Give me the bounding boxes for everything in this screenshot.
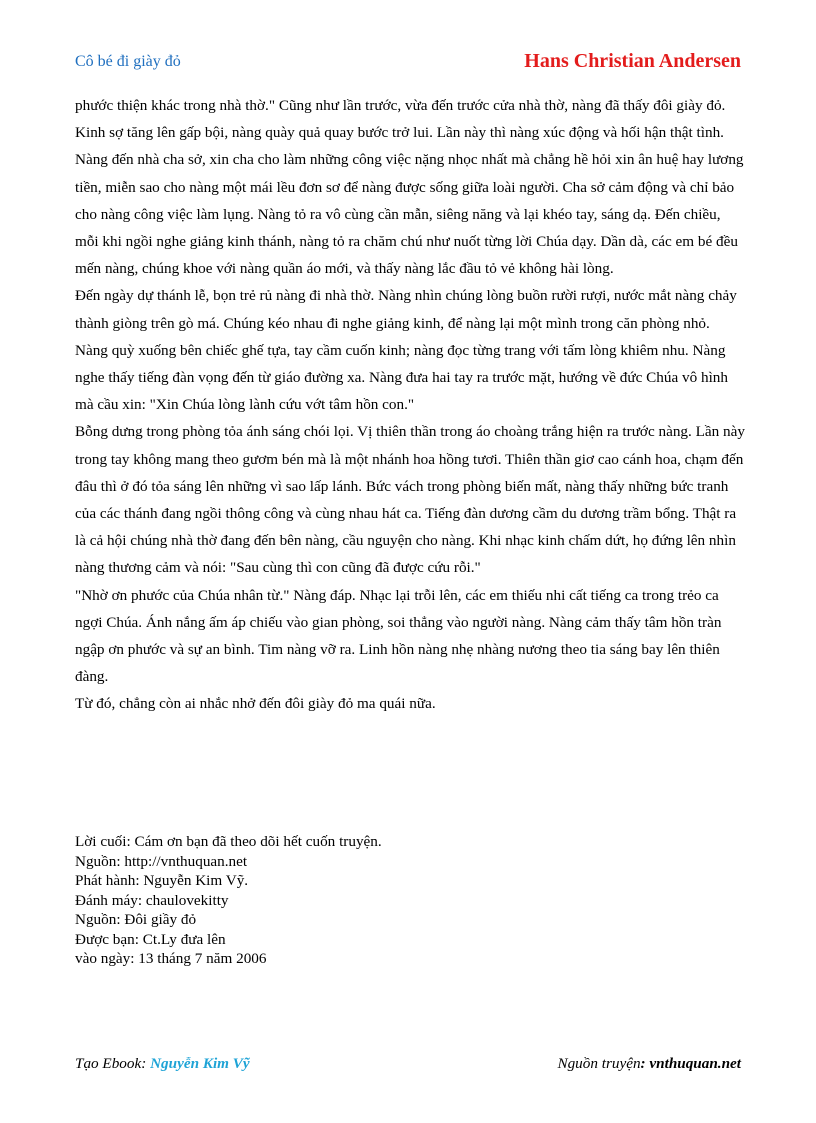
credit-line: Nguồn: http://vnthuquan.net [75,852,248,870]
credit-line: Nguồn: Đôi giầy đỏ [75,911,197,928]
source-site: vnthuquan.net [649,1055,741,1072]
book-title: Cô bé đi giày đỏ [75,53,181,70]
author-name: Hans Christian Andersen [524,50,741,72]
source-colon: : [640,1055,650,1072]
source-label: Nguồn truyện [557,1055,641,1072]
ebook-credit [75,1055,250,1073]
credit-line: Lời cuối: Cám ơn bạn đã theo dõi hết cuốn truyện. [75,833,382,850]
page-footer [75,1055,741,1077]
ebook-maker: Nguyễn Kim Vỹ [150,1055,250,1072]
story-body [75,92,745,718]
paragraph: Từ đó, chẳng còn ai nhắc nhở đến đôi giày đỏ ma quái nữa. [75,695,436,713]
credit-line: Đánh máy: chaulovekitty [75,891,229,909]
ebook-colon: : [141,1055,151,1072]
paragraph: Đến ngày dự thánh lễ, bọn trẻ rủ nàng đi nhà thờ. Nàng nhìn chúng lòng buồn rười rượi, nước mắt nàng chảy thành giòng trên gò má. Chúng kéo nhau đi nghe giảng kinh, để nàng lại một mình trong căn phòng nhỏ. Nàng quỳ xuống bên chiếc ghế tựa, tay cầm cuốn kinh; nàng đọc từng trang với tấm lòng khiêm nhu. Nàng nghe thấy tiếng đàn vọng đến từ giáo đường xa. Nàng đưa hai tay ra trước mặt, hướng về đức Chúa vô hình mà cầu xin: "Xin Chúa lòng lành cứu vớt tâm hồn con." [75,287,737,414]
paragraph: Bỗng dưng trong phòng tỏa ánh sáng chói lọi. Vị thiên thần trong áo choàng trắng hiện ra trước nàng. Lần này trong tay không mang theo gươm bén mà là một nhánh hoa hồng tươi. Thiên thần giơ cao cánh hoa, chạm đến đâu thì ở đó tỏa sáng lên những vì sao lấp lánh. Bức vách trong phòng biến mất, nàng thấy những bức tranh của các thánh đang ngồi thông công và cùng nhau hát ca. Tiếng đàn dương cầm du dương trầm bổng. Thật ra là cả hội chúng nhà thờ đang đến bên nàng, cầu nguyện cho nàng. Khi nhạc kinh chấm dứt, họ đứng lên nhìn nàng thương cảm và nói: "Sau cùng thì con cũng đã được cứu rỗi." [75,423,745,577]
credit-line: vào ngày: 13 tháng 7 năm 2006 [75,950,267,967]
paragraph: phước thiện khác trong nhà thờ." Cũng như lần trước, vừa đến trước cửa nhà thờ, nàng đã thấy đôi giày đỏ. Kinh sợ tăng lên gấp bội, nàng quày quả quay bước trở lui. Lần này thì nàng xúc động và hối hận thật tình. Nàng đến nhà cha sở, xin cha cho làm những công việc nặng nhọc nhất mà chẳng hề hỏi xin ân huệ hay lương tiền, miễn sao cho nàng một mái lều đơn sơ để nàng được sống giữa loài người. Cha sở cảm động và chỉ bảo cho nàng công việc làm lụng. Nàng tỏ ra vô cùng cần mẫn, siêng năng và lại khéo tay, sáng dạ. Đến chiều, mỗi khi ngồi nghe giảng kinh thánh, nàng tỏ ra chăm chú như nuốt từng lời Chúa dạy. Dần dà, các em bé đều mến nàng, chúng khoe với nàng quần áo mới, và thấy nàng lắc đầu tỏ vẻ không hài lòng. [75,97,744,278]
ebook-label: Tạo Ebook [75,1055,142,1072]
credit-line: Phát hành: Nguyễn Kim Vỹ. [75,872,249,889]
page-header [75,50,741,76]
source-credit [557,1055,741,1073]
paragraph: "Nhờ ơn phước của Chúa nhân từ." Nàng đáp. Nhạc lại trỗi lên, các em thiếu nhi cất tiếng ca trong trẻo ca ngợi Chúa. Ánh nắng ấm áp chiếu vào gian phòng, soi thẳng vào người nàng. Nàng cảm thấy tâm hồn tràn ngập ơn phước và sự an bình. Tim nàng vỡ ra. Linh hồn nàng nhẹ nhàng nương theo tia sáng bay lên thiên đàng. [75,586,722,686]
credit-line: Được bạn: Ct.Ly đưa lên [75,930,226,948]
credits-block [75,832,675,969]
